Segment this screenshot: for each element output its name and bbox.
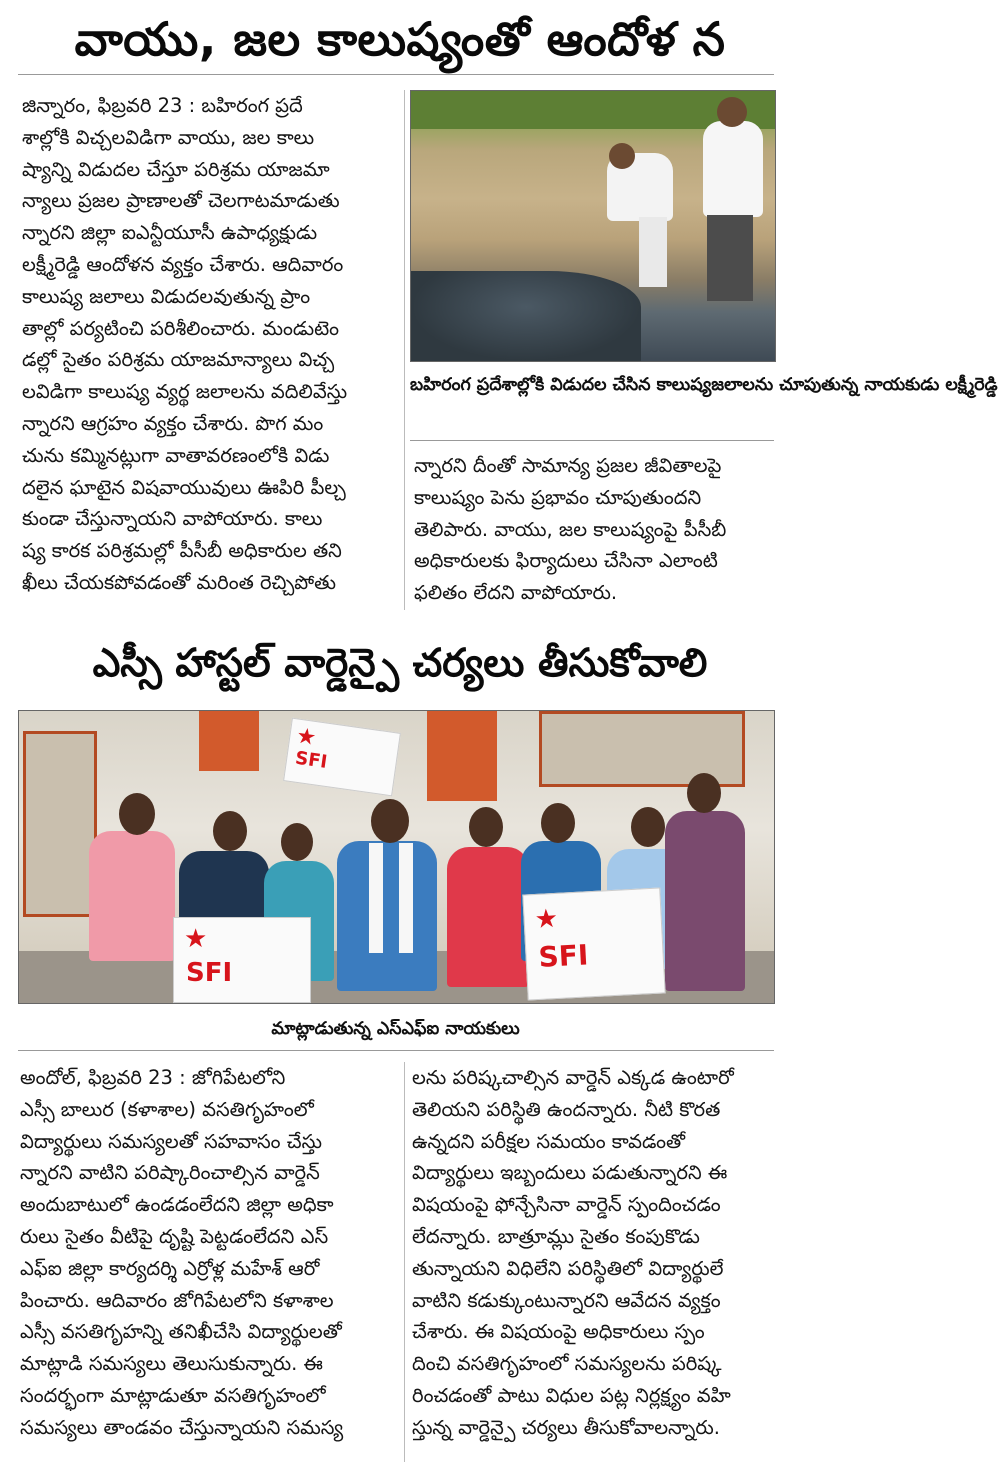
article2-text-line: రులు సైతం వీటిపై దృష్టి పెట్టడంలేదని ఎస్ <box>20 1224 329 1248</box>
article1-text-line: కాలుష్యం పెను ప్రభావం చూపుతుందని <box>414 485 702 509</box>
article2-column-2 <box>412 1062 776 1444</box>
article1-column-1 <box>22 90 400 599</box>
article1-text-line: జిన్నారం, ఫిబ్రవరి 23 : బహిరంగ ప్రదే <box>22 94 303 117</box>
article2-text-line: దించి వసతిగృహంలో సమస్యలను పరిష్క <box>412 1352 722 1376</box>
article2-text-line: లేదన్నారు. బాత్రూమ్లు సైతం కంపుకొడు <box>412 1224 700 1248</box>
article2-text-line: ఎస్సీ బాలుర (కళాశాల) వసతిగృహంలో <box>20 1097 314 1121</box>
column-divider-2 <box>404 1062 405 1462</box>
article2-text-line: ఎస్సీ వసతిగృహన్ని తనిఖీచేసి విద్యార్థులతో <box>20 1320 342 1344</box>
article1-text-line: ష్యాన్ని విడుదల చేస్తూ పరిశ్రమ యాజమా <box>22 157 330 181</box>
caption-divider-2 <box>18 1050 774 1051</box>
article2-text-line: విషయంపై ఫోన్చేసినా వార్డెన్ స్పందించడం <box>412 1193 721 1217</box>
article2-text-line: లను పరిష్కచాల్సిన వార్డెన్ ఎక్కడ ఉంటారో <box>412 1066 734 1089</box>
article1-text-line: న్నారని దీంతో సామాన్య ప్రజల జీవితాలపై <box>414 454 722 477</box>
article2-text-line: చేశారు. ఈ విషయంపై అధికారులు స్పం <box>412 1320 705 1344</box>
sfi-leader <box>337 841 437 991</box>
article2-text-line: అందుబాటులో ఉండడంలేదని జిల్లా అధికా <box>20 1193 334 1217</box>
column-divider <box>404 90 405 610</box>
article1-text-line: కుండా చేస్తున్నాయని వాపోయారు. కాలు <box>22 507 323 531</box>
caption-divider <box>410 440 774 441</box>
article2-text-line: తెలియని పరిస్థితి ఉందన్నారు. నీటి కొరత <box>412 1097 721 1121</box>
article2-text-line: రించడంతో పాటు విధుల పట్ల నిర్లక్ష్యం వహి <box>412 1383 731 1407</box>
article2-text-line: ఎఫ్ఐ జిల్లా కార్యదర్శి ఎర్రోళ్ల మహేశ్ ఆరో <box>20 1256 320 1280</box>
article2-text-line: వాటిని కడుక్కుంటున్నారని ఆవేదన వ్యక్తం <box>412 1288 721 1312</box>
article2-text-line: విద్యార్థులు సమస్యలతో సహవాసం చేస్తు <box>20 1129 323 1153</box>
article2-text-line: ఉన్నదని పరీక్షల సమయం కావడంతో <box>412 1129 686 1153</box>
article1-text-line: డల్లో సైతం పరిశ్రమ యాజమాన్యాలు విచ్చ <box>22 348 335 372</box>
article1-text-line: తెలిపారు. వాయు, జల కాలుష్యంపై పీసీబీ <box>414 517 727 541</box>
polluted-water <box>411 271 641 361</box>
caption-line: జలాలను చూపుతున్న నాయకుడు లక్ష్మీరెడ్డి <box>711 375 998 395</box>
man-standing <box>703 121 763 217</box>
article2-text-line: తున్నాయని విధిలేని పరిస్థితిలో విద్యార్థులే <box>412 1256 724 1280</box>
article1-text-line: ష్య కారక పరిశ్రమల్లో పీసీబీ అధికారుల తని <box>22 539 342 563</box>
article2-headline: ఎస్సీ హాస్టల్ వార్డెన్పై చర్యలు తీసుకోవాలి <box>92 641 708 686</box>
article1-text-line: న్యాలు ప్రజల ప్రాణాలతో చెలగాటమాడుతు <box>22 189 340 213</box>
article1-text-line: ఖీలు చేయకపోవడంతో మరింత రెచ్చిపోతు <box>22 570 337 594</box>
article1-text-line: లవిడిగా కాలుష్య వ్యర్థ జలాలను వదిలివేస్తు <box>22 380 348 404</box>
article2-text-line: సమస్యలు తాండవం చేస్తున్నాయని సమస్య <box>20 1415 344 1439</box>
article2-text-line: విద్యార్థులు ఇబ్బందులు పడుతున్నారని ఈ <box>412 1161 728 1185</box>
article2-text-line: సందర్భంగా మాట్లాడుతూ వసతిగృహంలో <box>20 1383 326 1407</box>
article1-text-line: అధికారులకు ఫిర్యాదులు చేసినా ఎలాంటి <box>414 549 718 573</box>
caption-line: బహిరంగ ప్రదేశాల్లోకి విడుదల చేసిన కాలుష్య <box>410 375 712 395</box>
article1-headline: వాయు, జల కాలుష్యంతో ఆందోళ న <box>74 12 726 66</box>
sfi-flag-top: ★ SFI <box>283 718 401 797</box>
sfi-flag-left: ★ SFI <box>173 917 311 1003</box>
article1-text-line: శాల్లోకి విచ్చలవిడిగా వాయు, జల కాలు <box>22 125 315 149</box>
article1-text-line: న్నారని ఆగ్రహం వ్యక్తం చేశారు. పొగ మం <box>22 411 324 435</box>
article1-text-line: తాల్లో పర్యటించి పరిశీలించారు. మండుటెం <box>22 316 340 340</box>
sfi-flag-right: ★ SFI <box>522 887 665 1000</box>
article2-text-line: పించారు. ఆదివారం జోగిపేటలోని కళాశాల <box>20 1288 334 1312</box>
article2-column-1 <box>20 1062 398 1444</box>
article1-photo <box>410 90 776 362</box>
article1-photo-caption <box>410 370 998 400</box>
article2-text-line: స్తున్న వార్డెన్పై చర్యలు తీసుకోవాలన్నారు. <box>412 1415 720 1439</box>
article1-text-line: న్నారని జిల్లా ఐఎన్టీయూసీ ఉపాధ్యక్షుడు <box>22 221 318 245</box>
article1-text-line: కాలుష్య జలాలు విడుదలవుతున్న ప్రాం <box>22 284 311 308</box>
article2-photo <box>18 710 775 1004</box>
article1-text-line: లక్ష్మీరెడ్డి ఆందోళన వ్యక్తం చేశారు. ఆదివారం <box>22 252 344 276</box>
article2-text-line: న్నారని వాటిని పరిష్కారించాల్సిన వార్డెన్ <box>20 1161 320 1185</box>
article2-text-line: మాట్లాడి సమస్యలు తెలుసుకున్నారు. ఈ <box>20 1352 323 1376</box>
headline-divider <box>18 74 774 75</box>
article1-text-line: దలైన ఘాటైన విషవాయువులు ఊపిరి పీల్చ <box>22 475 346 499</box>
article2-photo-caption: మాట్లాడుతున్న ఎస్ఎఫ్ఐ నాయకులు <box>271 1019 520 1039</box>
article1-text-line: చును కమ్మినట్లుగా వాతావరణంలోకి విడు <box>22 443 330 467</box>
article1-text-line: ఫలితం లేదని వాపోయారు. <box>414 581 618 605</box>
article1-column-2 <box>414 450 776 609</box>
article2-text-line: అందోల్, ఫిబ్రవరి 23 : జోగిపేటలోని <box>20 1066 286 1089</box>
